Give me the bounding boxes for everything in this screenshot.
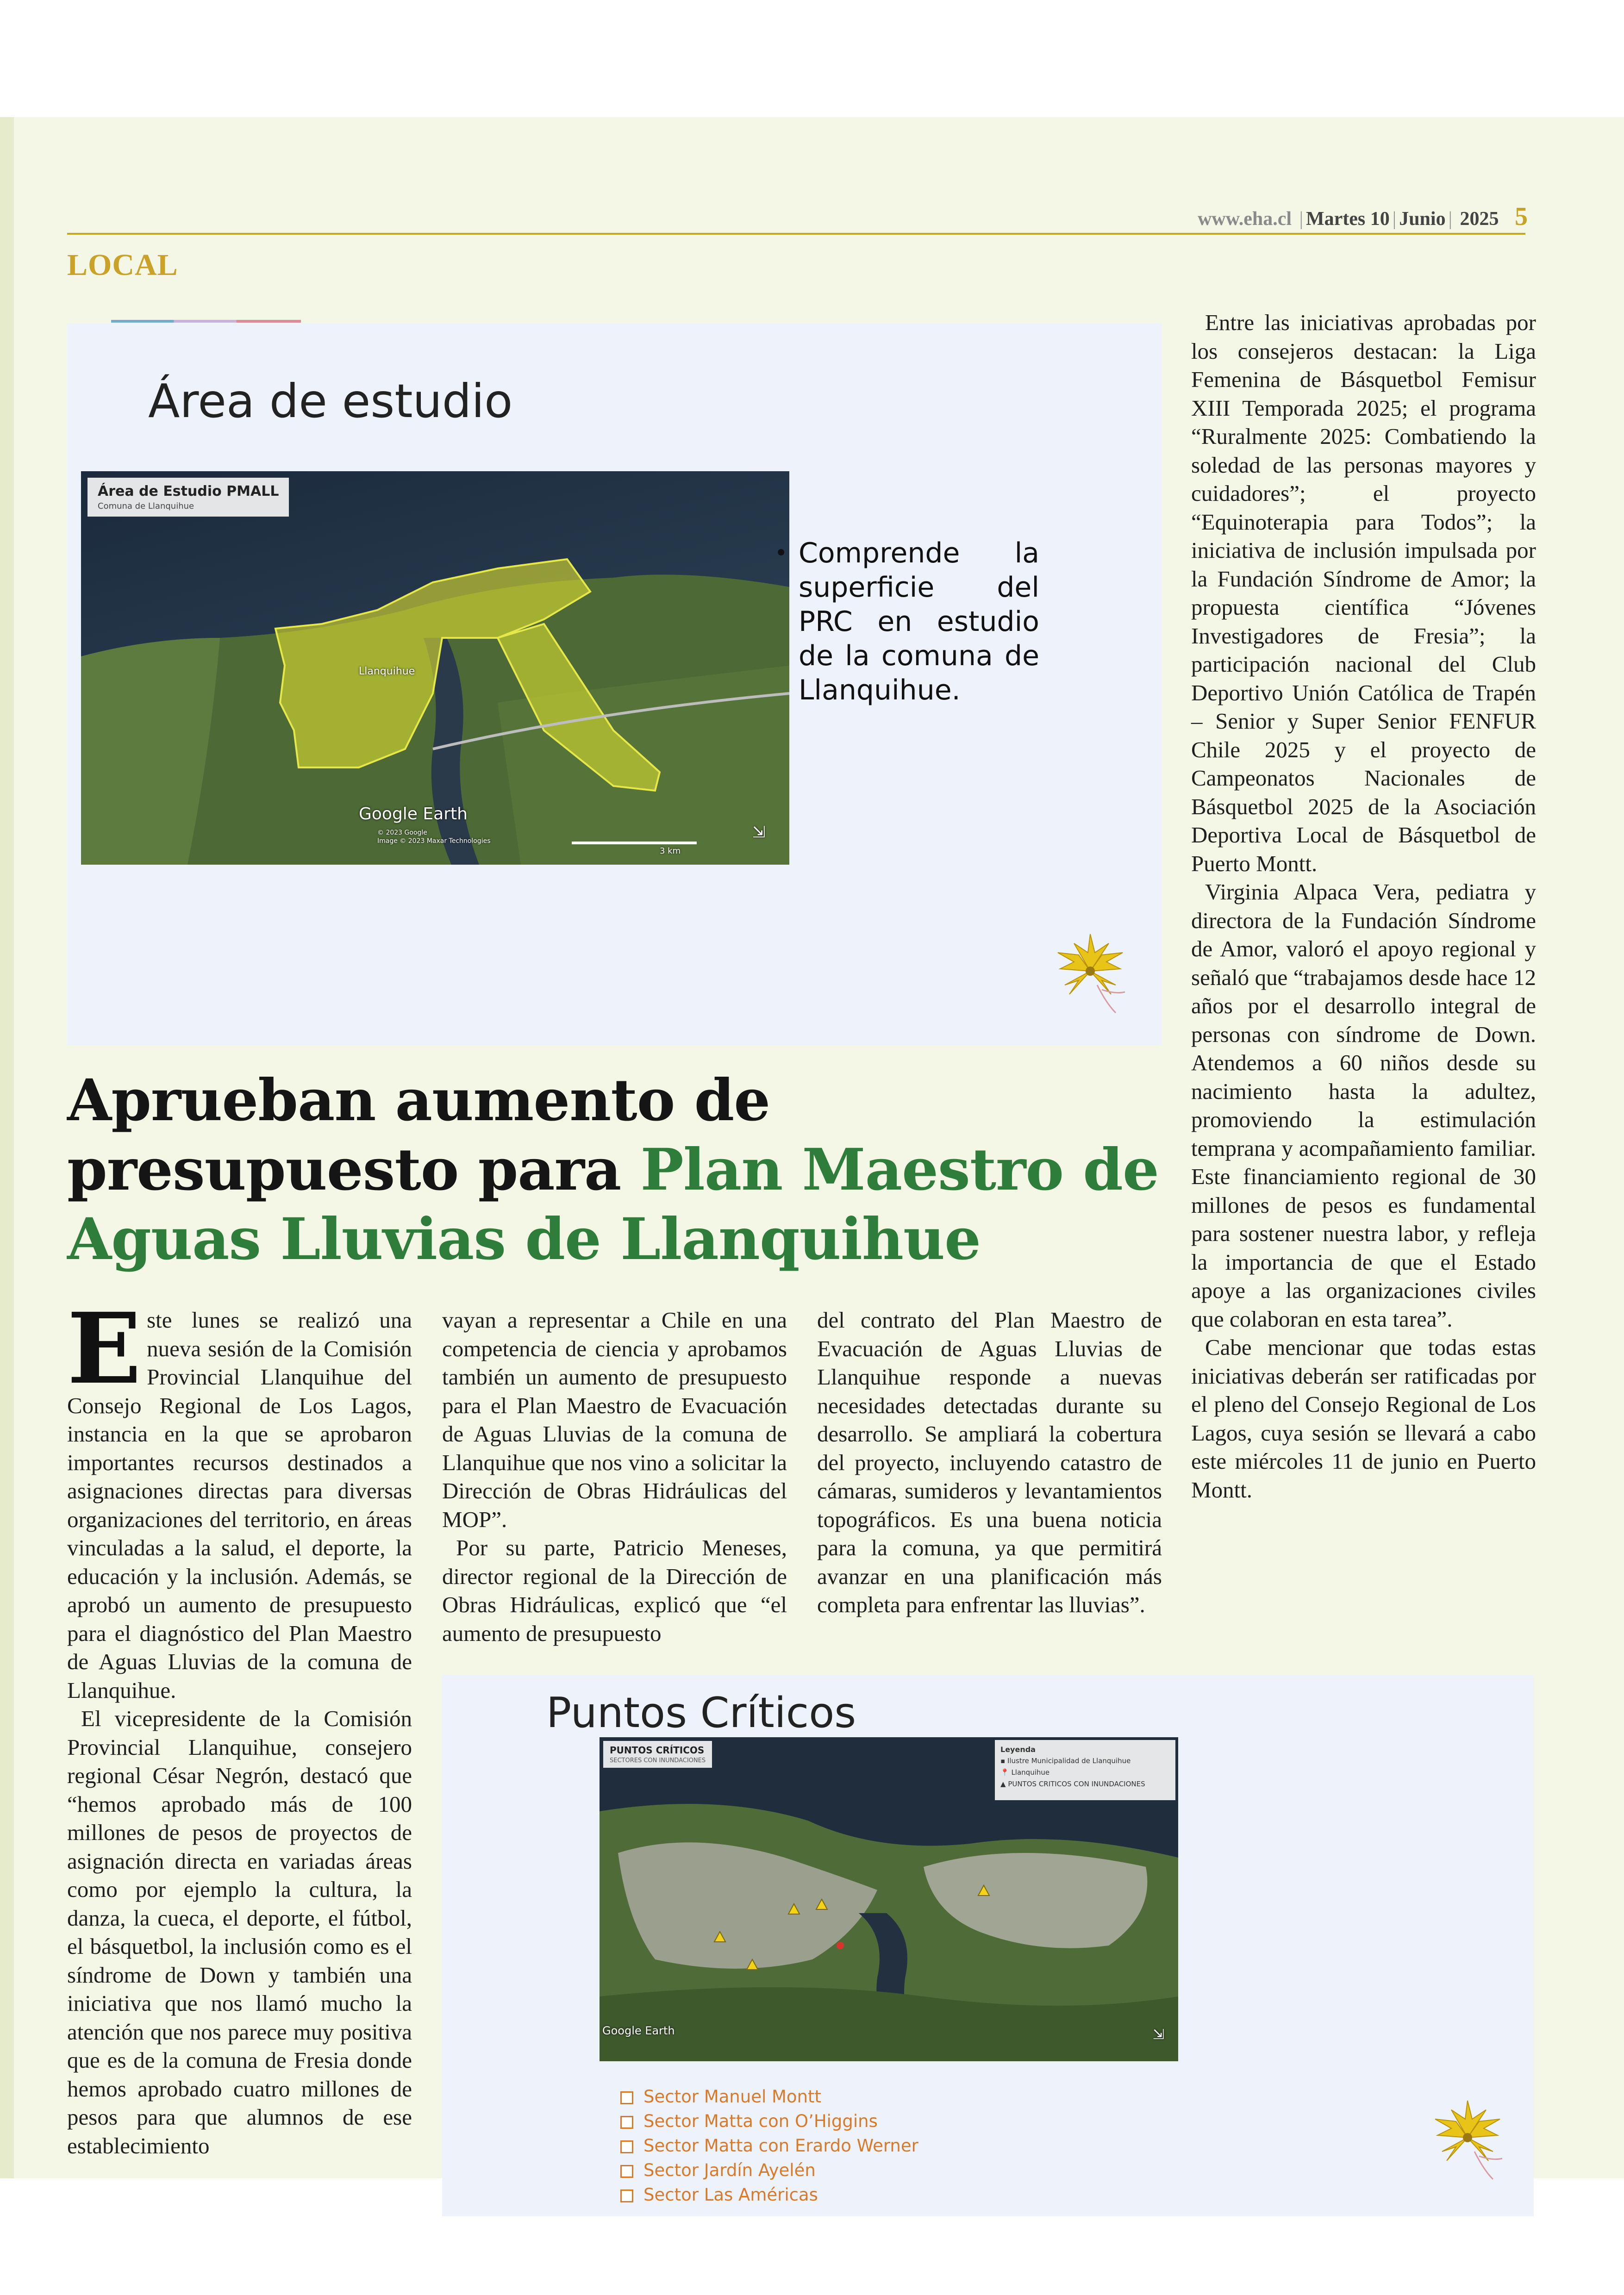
legend-item: 📍 Llanquihue xyxy=(1000,1768,1050,1777)
critical-points-map xyxy=(600,1737,1178,2061)
checkbox-icon xyxy=(620,2140,633,2153)
critical-points-badge-title: PUNTOS CRÍTICOS xyxy=(610,1745,705,1756)
header-year: 2025 xyxy=(1460,208,1499,230)
compass-icon: ⇲ xyxy=(752,823,766,842)
paragraph: ste lunes se realizó una nueva sesión de la Comisión Provincial Llanquihue del Consejo Regional de Los Lagos, instancia en la que se aprobaron importantes recursos destinados a asignaciones directas para diversas organizaciones del territorio, en áreas vinculadas a la salud, el deporte, la educación y la inclusión. Además, se aprobó un aumento de presupuesto para el diagnóstico del Plan Maestro de Aguas Lluvias de la comuna de Llanquihue. xyxy=(67,1307,412,1703)
map-badge-subtitle: Comuna de Llanquihue xyxy=(98,501,194,511)
map-badge xyxy=(87,478,289,517)
critical-points-figure xyxy=(442,1675,1534,2216)
paragraph: del contrato del Plan Maestro de Evacuación de Aguas Lluvias de Llanquihue responde a nuevas necesidades detectadas durante su desarrollo. Se ampliará la cobertura del proyecto, incluyendo catastro de cámaras, sumideros y levantamientos topográficos. Es una buena noticia para la comuna, ya que permitirá avanzar en una planificación más completa para enfrentar las lluvias”. xyxy=(817,1307,1162,1617)
map-legend xyxy=(995,1740,1175,1800)
section-label: LOCAL xyxy=(67,248,178,282)
critical-points-badge-subtitle: SECTORES CON INUNDACIONES xyxy=(610,1757,706,1764)
map-scale: 3 km xyxy=(660,846,681,856)
compass-icon: ⇲ xyxy=(1153,2027,1165,2043)
paragraph: Por su parte, Patricio Meneses, director regional de la Dirección de Obras Hidráulicas, explicó que “el aumento de presupuesto xyxy=(442,1535,787,1646)
paragraph: Virginia Alpaca Vera, pediatra y directora de la Fundación Síndrome de Amor, valoró el apoyo regional y señaló que “trabajamos desde hace 12 años por el desarrollo integral de personas con síndrome de Down. Atendemos a 60 niños desde su nacimiento hasta la adultez, promoviendo la estimulación temprana y acompañamiento familiar. Este financiamiento regional de 30 millones de pesos es fundamental para sostener nuestra labor, y refleja la importancia de que el Estado apoye a las organizaciones civiles que colaboran en esta tarea”. xyxy=(1191,879,1536,1332)
flower-ornament-icon xyxy=(1046,925,1134,1022)
map-badge-title: Área de Estudio PMALL xyxy=(98,483,279,499)
study-area-map xyxy=(81,471,789,865)
article-headline xyxy=(67,1066,1178,1274)
checkbox-icon xyxy=(620,2116,633,2129)
map-place-label: Llanquihue xyxy=(359,666,415,677)
header-month: Junio xyxy=(1399,208,1446,230)
sector-item: Sector Manuel Montt xyxy=(620,2084,918,2109)
paragraph: El vicepresidente de la Comisión Provincial Llanquihue, consejero regional César Negrón, destacó que “hemos aprobado más de 100 millones de pesos de proyectos de asignación directa en variadas áreas como por ejemplo la cultura, la danza, la cueca, el deporte, el fútbol, el básquetbol, la inclusión como es el síndrome de Down y también una iniciativa que nos llamó mucho la atención que nos parece muy positiva que es de la comuna de Fresia donde hemos aprobado cuatro millones de pesos para que alumnos de ese establecimiento xyxy=(67,1706,412,2158)
headline-part-green: Plan Maestro de Aguas Lluvias de Llanquihue xyxy=(67,1136,1159,1273)
study-area-figure xyxy=(67,323,1162,1045)
study-area-bullet xyxy=(775,536,1039,707)
checkbox-icon xyxy=(620,2165,633,2178)
page-edge-band xyxy=(0,117,14,2178)
study-area-title: Área de estudio xyxy=(148,374,513,428)
newspaper-page xyxy=(0,117,1624,2205)
sector-item: Sector Jardín Ayelén xyxy=(620,2158,918,2183)
drop-cap: E xyxy=(67,1291,142,1406)
article-column-2 xyxy=(442,1306,787,1658)
paragraph: vayan a representar a Chile en una competencia de ciencia y aprobamos también un aumento de presupuesto para el Plan Maestro de Evacuación de Aguas Lluvias de la comuna de Llanquihue que nos vino a solicitar la Dirección de Obras Hidráulicas del MOP”. xyxy=(442,1307,787,1532)
legend-item: ▲ PUNTOS CRITICOS CON INUNDACIONES xyxy=(1000,1780,1145,1788)
sector-list xyxy=(620,2084,918,2207)
google-earth-watermark: Google Earth xyxy=(602,2024,675,2037)
map-credits: © 2023 Google Image © 2023 Maxar Technologies xyxy=(377,829,491,845)
header-day: Martes 10 xyxy=(1306,208,1390,230)
sector-item: Sector Matta con O’Higgins xyxy=(620,2109,918,2133)
google-earth-watermark: Google Earth xyxy=(359,804,468,823)
critical-points-title: Puntos Críticos xyxy=(546,1689,856,1737)
legend-title: Leyenda xyxy=(1000,1745,1036,1754)
article-column-1 xyxy=(67,1291,412,2222)
sector-item: Sector Matta con Erardo Werner xyxy=(620,2133,918,2158)
header-rule xyxy=(67,233,1525,235)
site-url[interactable]: www.eha.cl xyxy=(1198,208,1292,230)
page-number: 5 xyxy=(1515,202,1528,231)
page-header: www.eha.cl | Martes 10 | Junio | 2025 5 xyxy=(1198,202,1528,231)
paragraph: Entre las iniciativas aprobadas por los consejeros destacan: la Liga Femenina de Básquetbol Femisur XIII Temporada 2025; el programa “Ruralmente 2025: Combatiendo la soledad de las personas mayores y cuidadores”; el proyecto “Equinoterapia para Todos”; la iniciativa de inclusión impulsada por la Fundación Síndrome de Amor; la propuesta científica “Jóvenes Investigadores de Fresia”; la participación nacional del Club Deportivo Unión Católica de Trapén – Senior y Super Senior FENFUR Chile 2025 y el proyecto de Campeonatos Nacionales de Básquetbol 2025 de la Asociación Deportiva Local de Básquetbol de Puerto Montt. xyxy=(1191,310,1536,876)
article-column-4 xyxy=(1191,308,1536,1651)
headline-part-black: Aprueban aumento de presupuesto para xyxy=(67,1067,770,1204)
flower-ornament-icon xyxy=(1424,2091,1512,2189)
legend-item: ▪ Ilustre Municipalidad de Llanquihue xyxy=(1000,1757,1131,1765)
checkbox-icon xyxy=(620,2189,633,2202)
paragraph: Cabe mencionar que todas estas iniciativas deberán ser ratificadas por el pleno del Consejo Regional de Los Lagos, cuya sesión se llevará a cabo este miércoles 11 de junio en Puerto Montt. xyxy=(1191,1335,1536,1503)
section-color-line xyxy=(111,320,301,323)
critical-points-badge xyxy=(603,1741,712,1768)
study-area-bullet-text: Comprende la superficie del PRC en estudio de la comuna de Llanquihue. xyxy=(799,537,1039,706)
checkbox-icon xyxy=(620,2091,633,2104)
sector-item: Sector Las Américas xyxy=(620,2183,918,2207)
article-column-3 xyxy=(817,1306,1162,1658)
bullet-icon: • xyxy=(775,540,788,566)
